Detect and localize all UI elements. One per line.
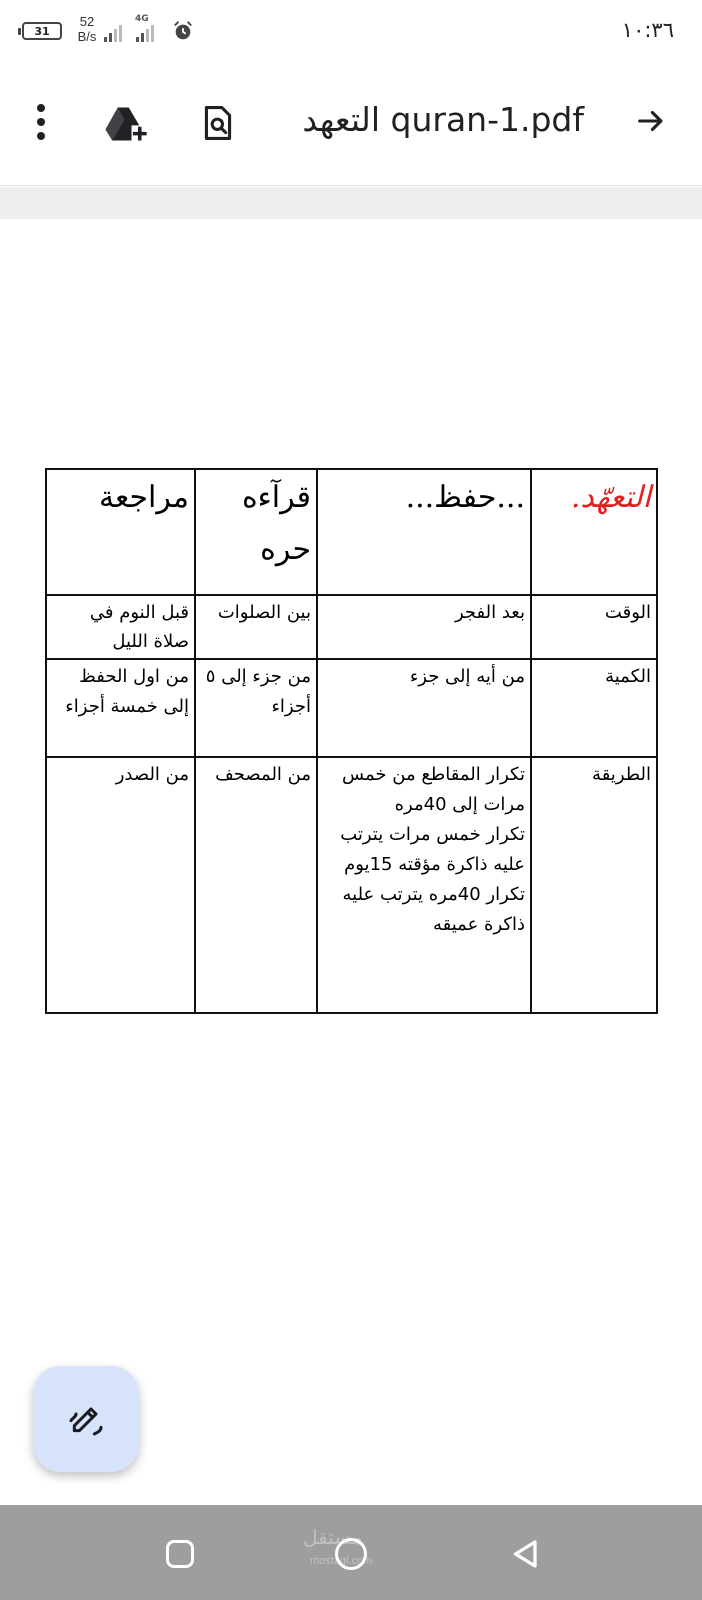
home-button[interactable] bbox=[335, 1538, 367, 1570]
table-row bbox=[46, 595, 657, 659]
cell-quantity-review: من اول الحفظ إلى خمسة أجزاء bbox=[46, 659, 195, 757]
row-label-method: الطريقة bbox=[531, 757, 657, 1013]
signal-strength-icon bbox=[104, 22, 122, 42]
header-commitment: التعهّد. bbox=[531, 469, 657, 595]
edit-pen-icon bbox=[66, 1399, 106, 1439]
watermark: مستقل bbox=[303, 1525, 363, 1549]
edit-button[interactable] bbox=[33, 1366, 139, 1472]
more-vert-icon[interactable] bbox=[36, 104, 46, 140]
row-label-quantity: الكمية bbox=[531, 659, 657, 757]
arrow-forward-icon[interactable] bbox=[634, 104, 668, 138]
network-speed-value: 52 bbox=[79, 14, 95, 29]
network-speed-unit: B/s bbox=[77, 29, 97, 44]
cell-method-review: من الصدر bbox=[46, 757, 195, 1013]
recents-button[interactable] bbox=[166, 1540, 194, 1568]
cell-time-review: قبل النوم في صلاة الليل bbox=[46, 595, 195, 659]
navigation-bar bbox=[0, 1505, 702, 1600]
clock: ١٠:٣٦ bbox=[621, 18, 674, 42]
network-speed bbox=[72, 14, 102, 44]
battery-icon bbox=[22, 22, 62, 40]
commitment-table bbox=[45, 468, 658, 1014]
cell-time-free-reading: بين الصلوات bbox=[195, 595, 317, 659]
cell-method-memorize bbox=[317, 757, 531, 1013]
header-review: مراجعة bbox=[46, 469, 195, 595]
header-free-reading: قرآءه حره bbox=[195, 469, 317, 595]
cell-method-free-reading: من المصحف bbox=[195, 757, 317, 1013]
network-type-label: 4G bbox=[135, 14, 149, 24]
app-bar bbox=[0, 64, 702, 186]
cell-quantity-memorize: من أيه إلى جزء bbox=[317, 659, 531, 757]
drive-add-icon[interactable] bbox=[104, 106, 148, 142]
back-button[interactable] bbox=[508, 1536, 544, 1572]
battery-level: 31 bbox=[34, 24, 50, 38]
table-header-row bbox=[46, 469, 657, 595]
page-gap bbox=[0, 187, 702, 219]
method-memorize-text: تكرار المقاطع من خمس مرات إلى 40مره تكرار خمس مرات يترتب عليه ذاكرة مؤقته 15يوم تكرار 40مره يترتب عليه ذاكرة عميقه bbox=[340, 764, 525, 935]
table-row bbox=[46, 757, 657, 1013]
cell-quantity-free-reading: من جزء إلى ٥ أجزاء bbox=[195, 659, 317, 757]
document-title: التعهد quran-1.pdf bbox=[302, 100, 584, 139]
cell-time-memorize: بعد الفجر bbox=[317, 595, 531, 659]
watermark-sub: mostaql.com bbox=[310, 1555, 373, 1567]
row-label-time: الوقت bbox=[531, 595, 657, 659]
find-in-page-icon[interactable] bbox=[202, 105, 234, 141]
alarm-icon bbox=[172, 20, 194, 42]
signal-strength-icon-2 bbox=[136, 22, 154, 42]
header-memorize: ...حفظ... bbox=[317, 469, 531, 595]
status-bar bbox=[0, 0, 702, 64]
table-row bbox=[46, 659, 657, 757]
